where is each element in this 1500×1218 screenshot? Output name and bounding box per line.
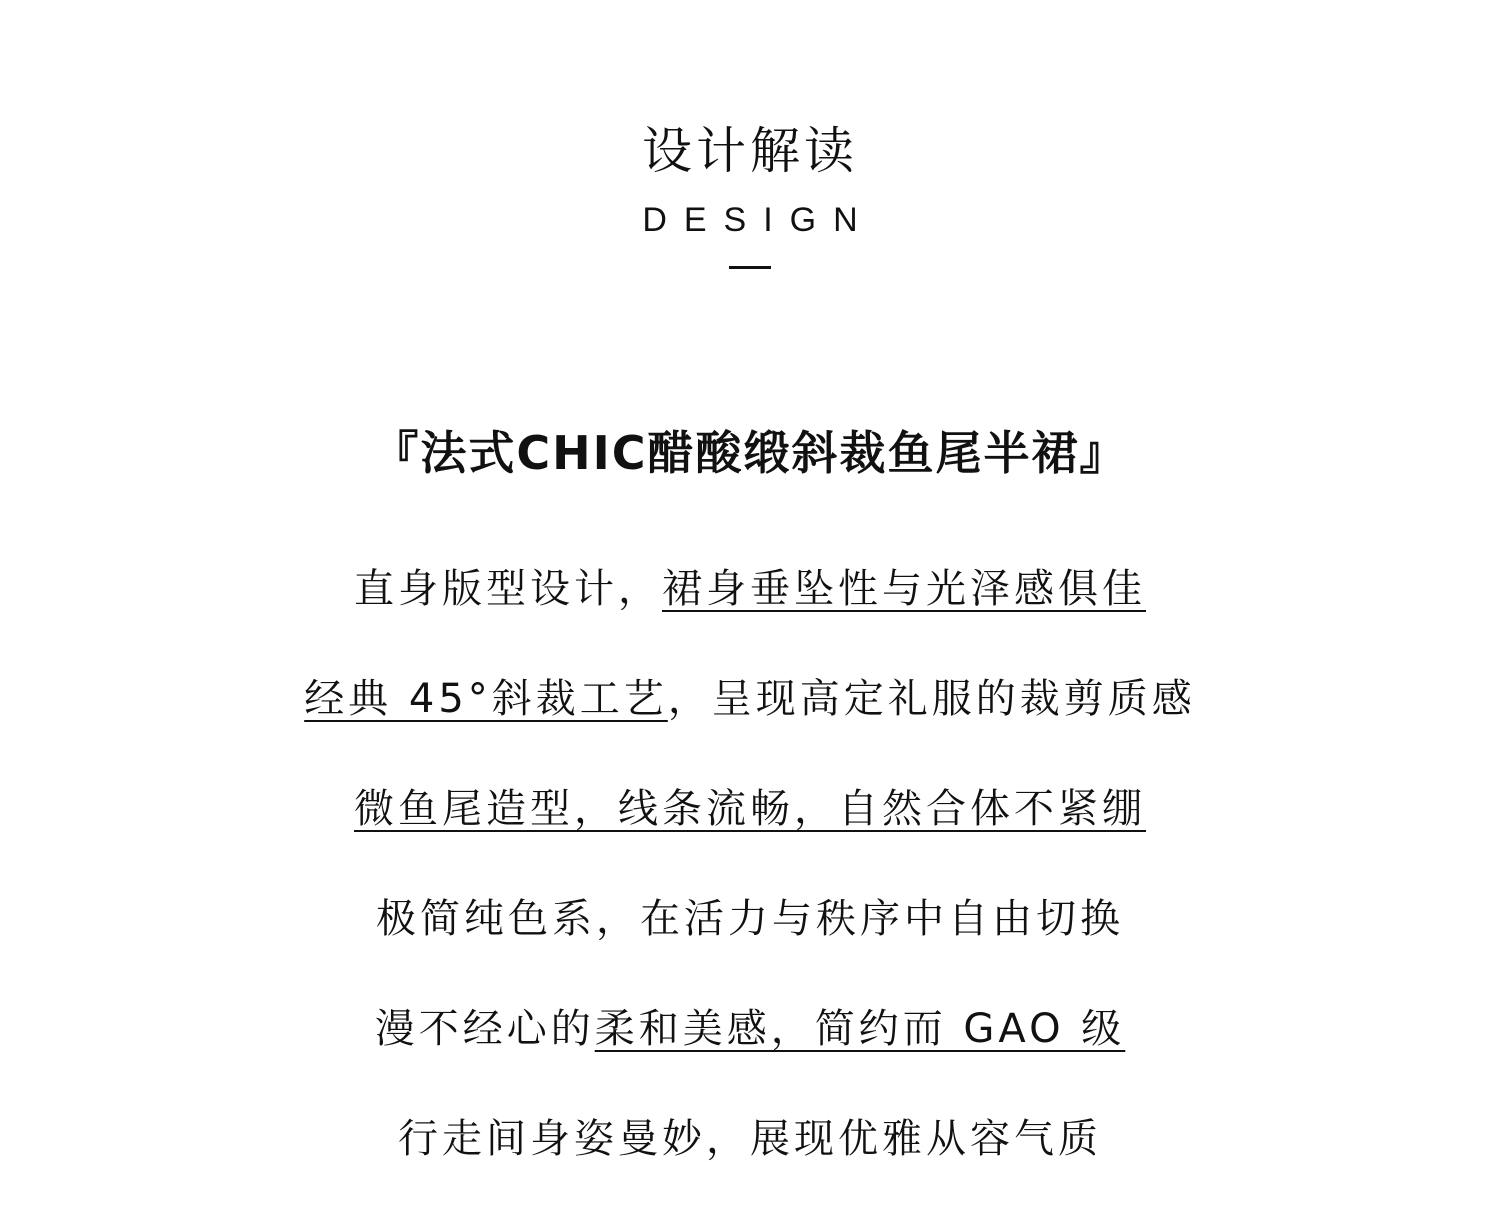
section-header: [0, 118, 1500, 269]
title-divider: [729, 266, 771, 269]
line-text-underlined: 柔和美感，简约而 GAO 级: [594, 1006, 1126, 1052]
line-text: 直身版型设计，: [354, 566, 662, 612]
description-line: [0, 778, 1500, 888]
line-text: 行走间身姿曼妙，展现优雅从容气质: [398, 1116, 1102, 1162]
line-text-underlined: 裙身垂坠性与光泽感俱佳: [662, 566, 1146, 612]
description-lines: [0, 558, 1500, 1218]
description-line: [0, 558, 1500, 668]
description-line: [0, 998, 1500, 1108]
description-line: [0, 888, 1500, 998]
line-text-underlined: 微鱼尾造型，线条流畅，自然合体不紧绷: [354, 786, 1146, 832]
description-line: [0, 668, 1500, 778]
section-subtitle: DESIGN: [642, 201, 875, 239]
line-text: 漫不经心的: [374, 1006, 595, 1052]
product-name: 『法式CHIC醋酸缎斜裁鱼尾半裙』: [372, 426, 1128, 480]
section-title: 设计解读: [642, 122, 858, 180]
line-text-tail: ，呈现高定礼服的裁剪质感: [667, 676, 1196, 722]
description-line: [0, 1108, 1500, 1218]
line-text: 极简纯色系，在活力与秩序中自由切换: [376, 896, 1124, 942]
line-text-underlined: 经典 45°斜裁工艺: [304, 676, 668, 722]
